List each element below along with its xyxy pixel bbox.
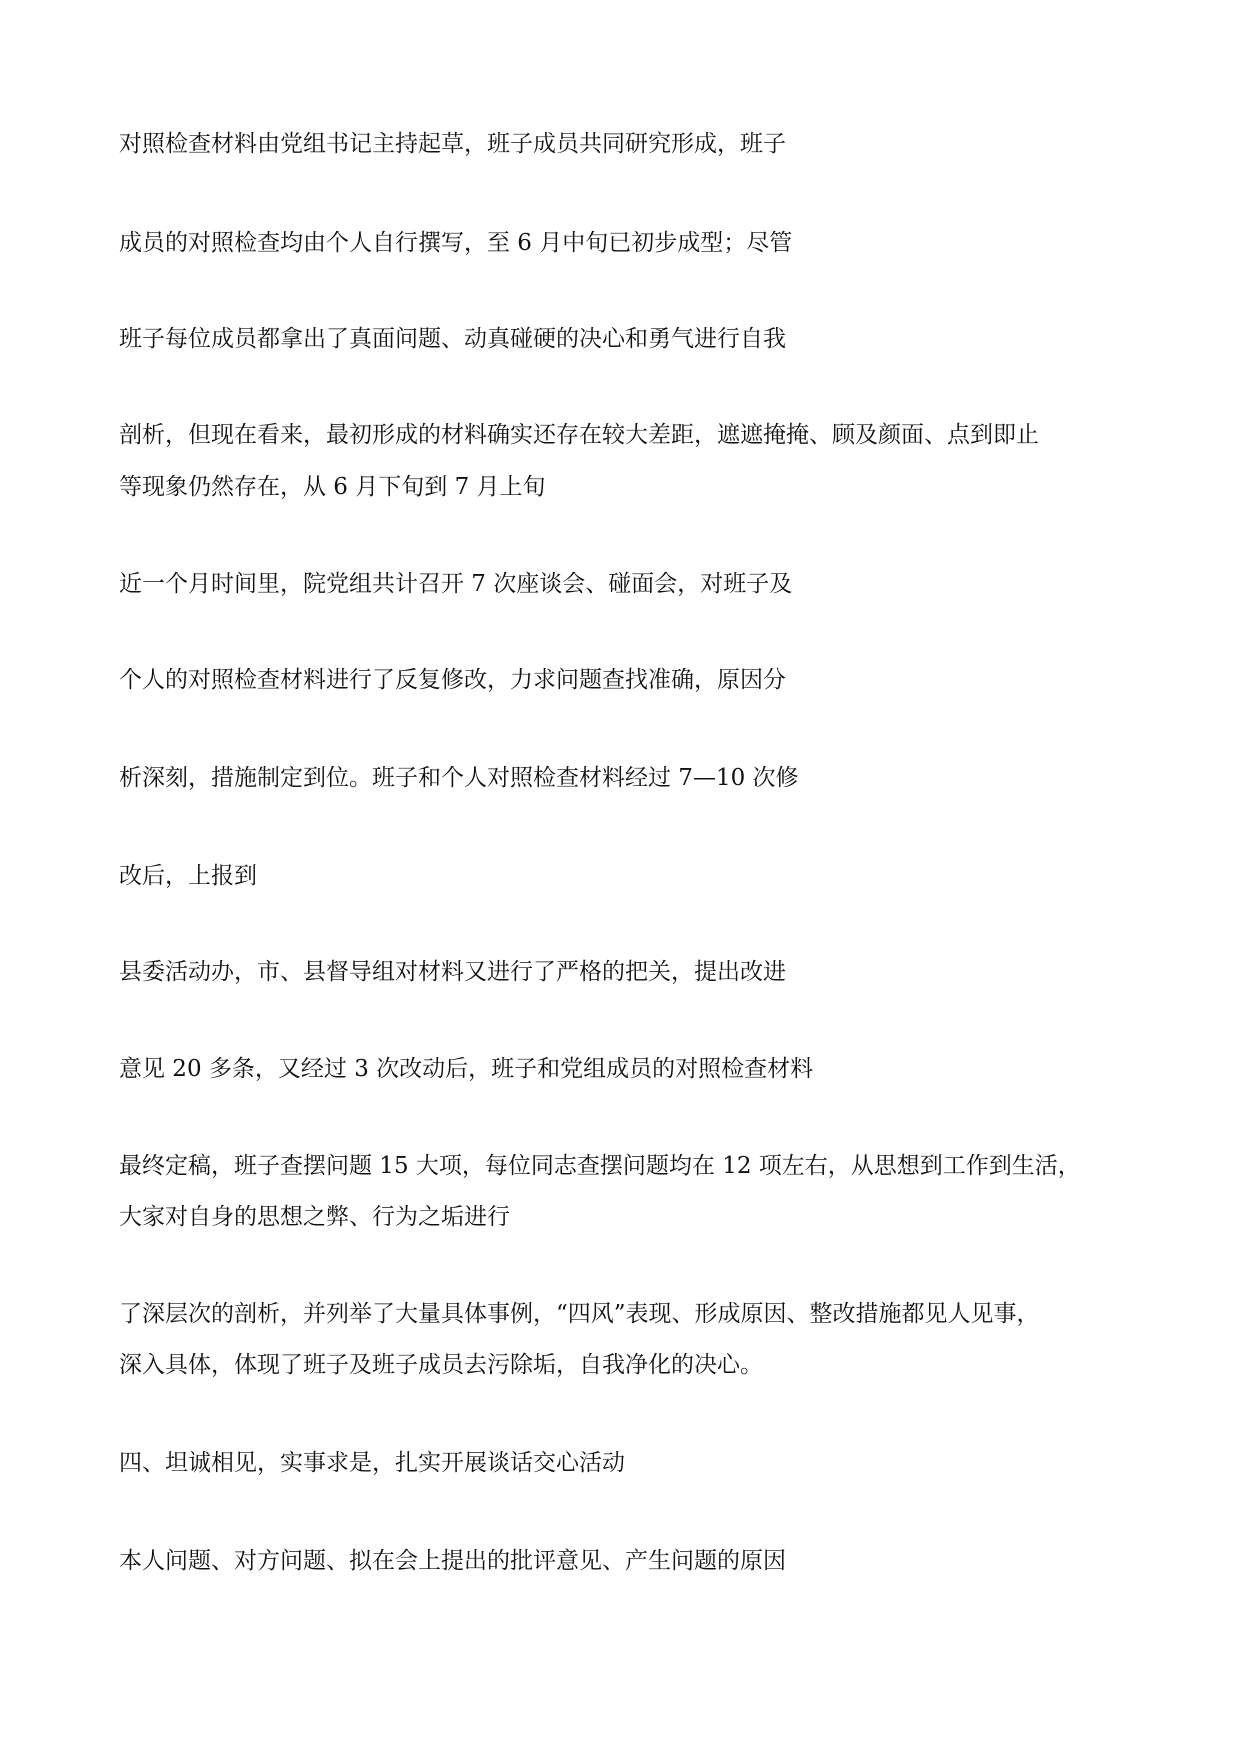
paragraph-line-17: 本人问题、对方问题、拟在会上提出的批评意见、产生问题的原因 <box>119 1548 786 1574</box>
paragraph-line-11: 意见 20 多条，又经过 3 次改动后，班子和党组成员的对照检查材料 <box>119 1056 814 1082</box>
paragraph-line-10: 县委活动办，市、县督导组对材料又进行了严格的把关，提出改进 <box>119 959 786 985</box>
paragraph-line-3: 班子每位成员都拿出了真面问题、动真碰硬的决心和勇气进行自我 <box>119 326 786 352</box>
paragraph-line-15: 深入具体，体现了班子及班子成员去污除垢，自我净化的决心。 <box>119 1352 763 1378</box>
paragraph-line-1: 对照检查材料由党组书记主持起草，班子成员共同研究形成，班子 <box>119 131 786 157</box>
paragraph-line-9: 改后，上报到 <box>119 863 257 889</box>
paragraph-line-5: 等现象仍然存在，从 6 月下旬到 7 月上旬 <box>119 474 546 500</box>
paragraph-line-4: 剖析，但现在看来，最初形成的材料确实还存在较大差距，遮遮掩掩、顾及颜面、点到即止 <box>119 422 1039 448</box>
paragraph-line-13: 大家对自身的思想之弊、行为之垢进行 <box>119 1204 510 1230</box>
paragraph-line-8: 析深刻，措施制定到位。班子和个人对照检查材料经过 7—10 次修 <box>119 765 799 791</box>
paragraph-line-14: 了深层次的剖析，并列举了大量具体事例，“四风”表现、形成原因、整改措施都见人见事， <box>119 1301 1040 1327</box>
paragraph-line-7: 个人的对照检查材料进行了反复修改，力求问题查找准确，原因分 <box>119 667 786 693</box>
section-heading: 四、坦诚相见，实事求是，扎实开展谈话交心活动 <box>119 1450 625 1476</box>
paragraph-line-6: 近一个月时间里，院党组共计召开 7 次座谈会、碰面会，对班子及 <box>119 571 793 597</box>
paragraph-line-12: 最终定稿，班子查摆问题 15 大项，每位同志查摆问题均在 12 项左右，从思想到工作到生活， <box>119 1153 1081 1179</box>
paragraph-line-2: 成员的对照检查均由个人自行撰写，至 6 月中旬已初步成型；尽管 <box>119 230 793 256</box>
